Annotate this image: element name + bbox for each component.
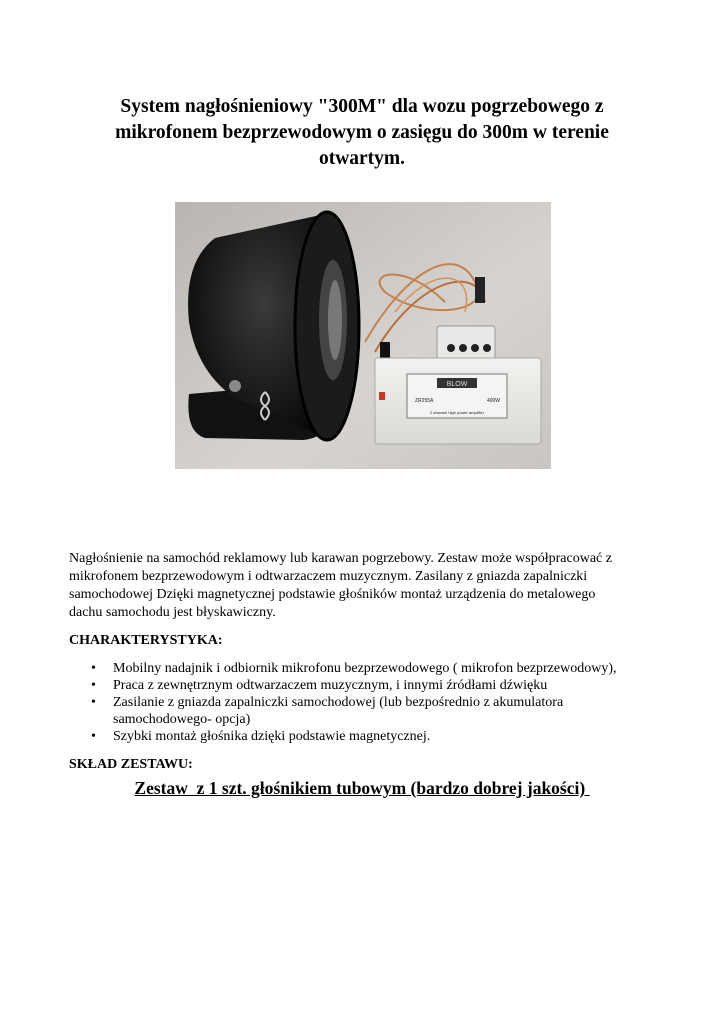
characteristics-list [69,660,669,745]
amp-model-label: ZR255A [415,398,434,404]
list-item-text: Mobilny nadajnik i odbiornik mikrofonu bezprzewodowego ( mikrofon bezprzewodowy), [113,661,617,676]
title-line: System nagłośnieniowy "300M" dla wozu pogrzebowego z [120,96,604,117]
bullet-icon: • [91,729,96,744]
document-title [60,94,664,172]
list-item [69,677,669,694]
bullet-icon: • [91,695,96,710]
kit-heading: SKŁAD ZESTAWU: [69,757,193,772]
list-item-text: Zasilanie z gniazda zapalniczki samochodowej (lub bezpośrednio z akumulatora [113,695,564,710]
list-item-text: samochodowego- opcja) [113,712,251,727]
intro-line: dachu samochodu jest błyskawiczny. [69,605,276,620]
intro-line: samochodowej Dzięki magnetycznej podstawie głośników montaż urządzenia do metalowego [69,587,596,602]
list-item-text: Szybki montaż głośnika dzięki podstawie magnetycznej. [113,729,431,744]
bullet-icon: • [91,678,96,693]
amp-brand-label: BLOW [446,381,468,388]
kit-set-line: Zestaw z 1 szt. głośnikiem tubowym (bardzo dobrej jakości) [134,778,590,798]
characteristics-heading: CHARAKTERYSTYKA: [69,633,223,648]
product-photo [175,202,551,469]
bullet-icon: • [91,661,96,676]
intro-paragraph [69,550,669,622]
list-item [69,660,669,677]
amp-power-label: 400W [486,398,500,404]
title-line: mikrofonem bezprzewodowym o zasięgu do 300m w terenie [115,122,609,143]
intro-line: Nagłośnienie na samochód reklamowy lub karawan pogrzebowy. Zestaw może współpracować z [69,551,612,566]
title-line: otwartym. [318,148,406,169]
amp-caption-label: 2 channel high power amplifier [429,410,485,415]
list-item [69,728,669,745]
intro-line: mikrofonem bezprzewodowym i odtwarzaczem muzycznym. Zasilany z gniazda zapalniczki [69,569,588,584]
list-item [69,694,669,728]
list-item-text: Praca z zewnętrznym odtwarzaczem muzycznym, i innymi źródłami dźwięku [113,678,548,693]
